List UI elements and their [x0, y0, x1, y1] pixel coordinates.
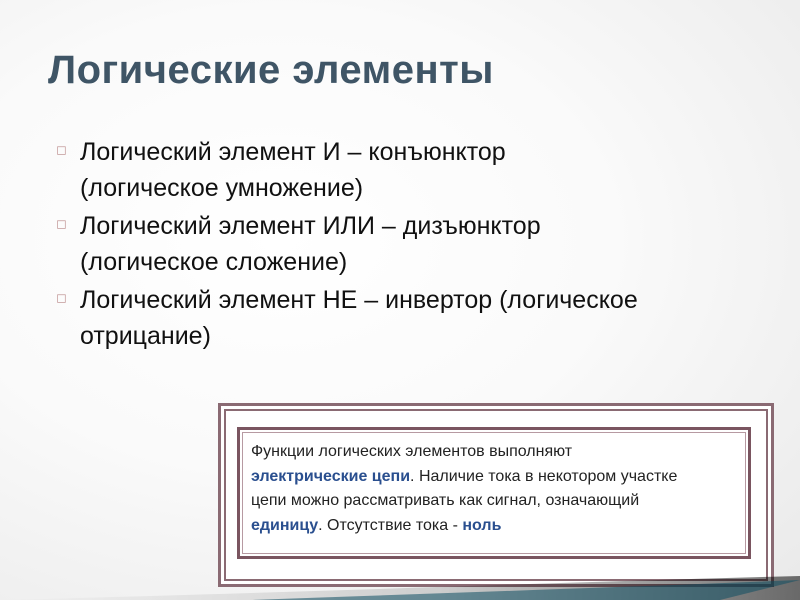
hollow-arrow-bullet-icon: ◻	[56, 216, 67, 231]
bullet-line: Логический элемент ИЛИ – дизъюнктор	[80, 212, 541, 240]
bullet-list	[50, 134, 770, 356]
bullet-line: (логическое сложение)	[80, 248, 348, 276]
hollow-arrow-bullet-icon: ◻	[56, 142, 67, 157]
note-highlight: единицу	[251, 516, 319, 534]
bullet-line: Логический элемент НЕ – инвертор (логическое	[80, 286, 638, 314]
note-line-rest: . Отсутствие тока -	[318, 516, 463, 534]
note-highlight: ноль	[462, 516, 502, 534]
bullet-line: отрицание)	[80, 322, 211, 350]
note-line: цепи можно рассматривать как сигнал, означающий	[251, 492, 640, 509]
note-line: Функции логических элементов выполняют	[251, 443, 573, 460]
slide-title: Логические элементы	[48, 48, 494, 92]
note-line	[251, 465, 800, 490]
note-line-rest: . Наличие тока в некотором участке	[410, 467, 678, 485]
bullet-item	[50, 208, 770, 280]
bullet-item	[50, 134, 770, 206]
bullet-item	[50, 282, 770, 354]
bullet-line: (логическое умножение)	[80, 174, 364, 202]
note-text	[251, 440, 800, 538]
decorative-shadow	[0, 536, 800, 600]
note-line	[251, 514, 800, 539]
note-highlight: электрические цепи	[251, 467, 411, 485]
hollow-arrow-bullet-icon: ◻	[56, 290, 67, 305]
bullet-line: Логический элемент И – конъюнктор	[80, 138, 506, 166]
